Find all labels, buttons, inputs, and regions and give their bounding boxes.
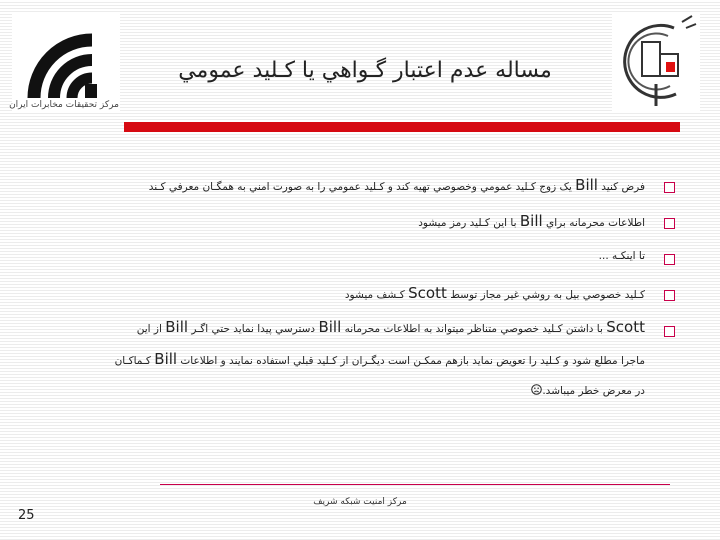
right-logo (612, 14, 700, 112)
left-logo-caption: مرکز تحقیقات مخابرات ایران (9, 100, 119, 110)
institute-logo-icon (612, 14, 700, 112)
bullet-text-part: با اين کـليد رمز ميشود (418, 217, 517, 229)
name-term: Bill (154, 350, 178, 368)
bullet-text (345, 284, 645, 302)
bullet-item (40, 242, 675, 278)
title-divider-bar (124, 122, 680, 132)
square-bullet-icon (664, 218, 675, 229)
bullet-text-part: اطلاعات محرمانه براي (546, 217, 645, 229)
name-term: Scott (606, 318, 645, 336)
name-term: Bill (519, 212, 543, 230)
bullet-text (418, 212, 645, 230)
bullet-text-part: فرض كنيد (601, 181, 645, 193)
bullet-text-part: كـماکـان (114, 355, 151, 367)
wifi-arcs-logo-icon (12, 14, 120, 104)
bullet-item (40, 170, 675, 206)
name-term: Bill (575, 176, 598, 194)
page-number: 25 (18, 508, 35, 523)
bullet-text (137, 318, 645, 336)
bullet-text-part: كـشف ميشود (344, 289, 405, 301)
bullet-text-part: از اين (136, 323, 162, 335)
square-bullet-icon (664, 290, 675, 301)
bullet-text-part: در معرض خطر ميباشد. (542, 385, 645, 397)
square-bullet-icon (664, 182, 675, 193)
bullet-item (40, 278, 675, 314)
name-term: Scott (408, 284, 447, 302)
footer-text: مرکز امنیت شبکه شریف (313, 497, 407, 507)
footer-divider (160, 484, 670, 485)
bullet-text-part: كـليد خصوصي بيل به روشي غير مجاز توسط (450, 289, 645, 301)
slide-title: مساله عدم اعتبار گـواهي يا كـليد عمومي (178, 58, 552, 83)
left-logo (12, 14, 120, 112)
name-term: Bill (318, 318, 342, 336)
square-bullet-icon (664, 254, 675, 265)
bullet-text-part: دسترسي پيدا نمايد حتي اگـر (191, 323, 316, 335)
bullet-item (40, 206, 675, 242)
bullet-continuation-line (115, 350, 645, 368)
bullet-list (40, 170, 675, 414)
bullet-text-part: ماجرا مطلع شود و كـليد را تعويض نمايد بازهم ممكـن است ديگـران از كـليد قبلي استفاده نمايند و اطلاعات (180, 355, 645, 367)
square-bullet-icon (664, 326, 675, 337)
bullet-text (149, 176, 645, 194)
name-term: Bill (165, 318, 189, 336)
bullet-continuation-line (525, 384, 645, 397)
bullet-text-part: با داشتن كـليد خصوصي متناظر ميتواند به اطلاعات محرمانه (344, 323, 603, 335)
sad-face-icon (531, 384, 542, 395)
bullet-item (40, 314, 675, 414)
bullet-text: تا اينکـه ... (598, 250, 645, 262)
bullet-text-part: يک زوج کـليد عمومي وخصوصي تهيه كند و كـليد عمومي را به صورت امني به همگـان معرفي كـند (148, 181, 572, 193)
